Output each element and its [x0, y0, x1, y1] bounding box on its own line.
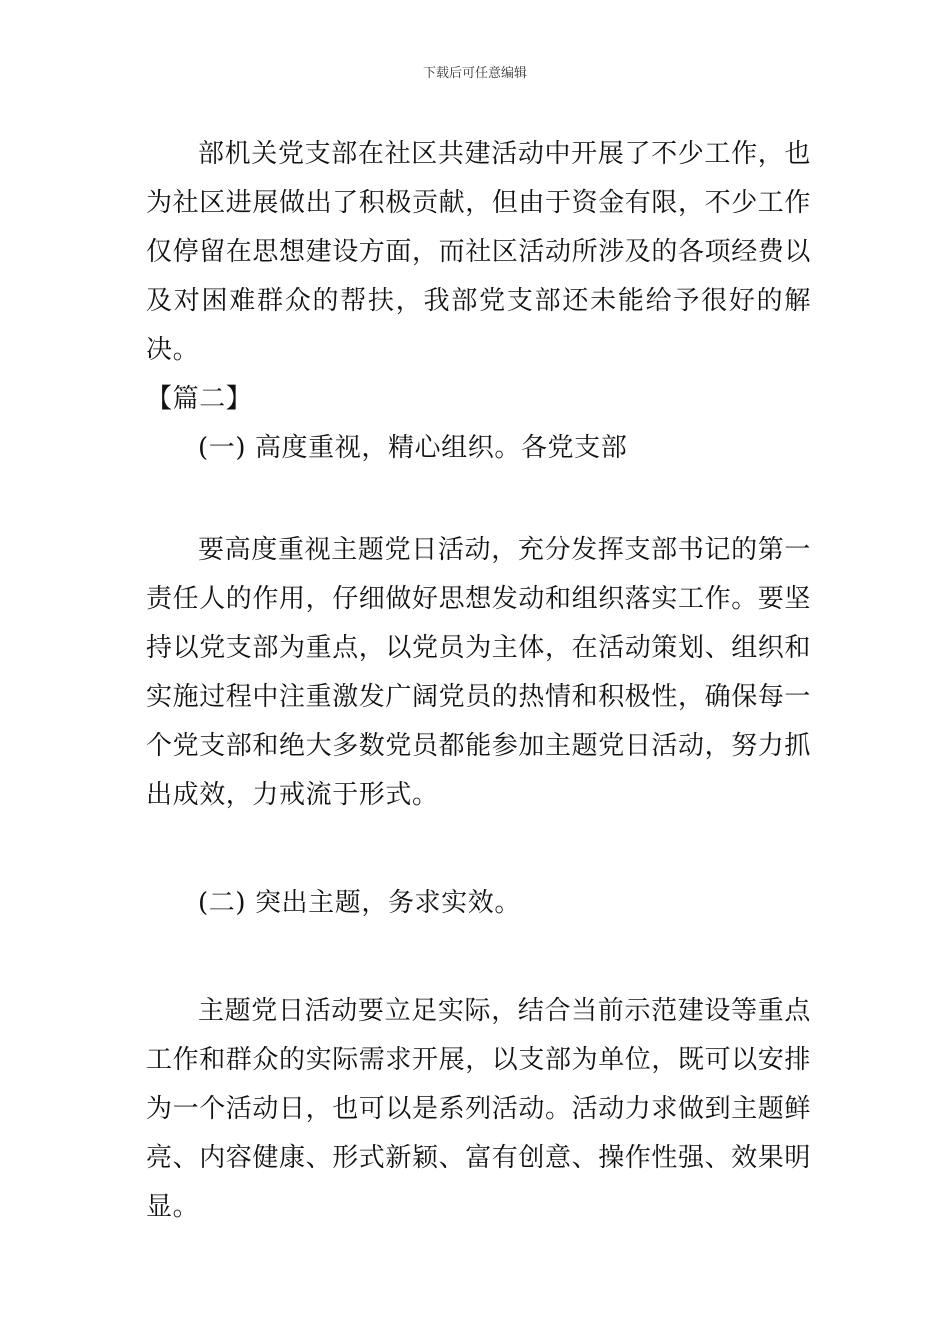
spacer	[146, 820, 811, 879]
heading-2: (二) 突出主题，务求实效。	[198, 888, 521, 918]
spacer	[146, 928, 811, 987]
section-title: 【篇二】	[146, 384, 253, 414]
paragraph-3: 主题党日活动要立足实际，结合当前示范建设等重点工作和群众的实际需求开展，以支部为单位，既可以安排为一个活动日，也可以是系列活动。活动力求做到主题鲜亮、内容健康、形式新颖、富有创意、操作性强、效果明显。	[146, 996, 812, 1222]
page-header: 下载后可任意编辑	[422, 66, 527, 81]
paragraph-1: 部机关党支部在社区共建活动中开展了不少工作，也为社区进展做出了积极贡献，但由于资金有限，不少工作仅停留在思想建设方面，而社区活动所涉及的各项经费以及对困难群众的帮扶，我部党支部还未能给予很好的解决。	[146, 139, 812, 365]
heading-1: (一) 高度重视，精心组织。各党支部	[198, 433, 628, 463]
paragraph-2: 要高度重视主题党日活动，充分发挥支部书记的第一责任人的作用，仔细做好思想发动和组织落实工作。要坚持以党支部为重点，以党员为主体，在活动策划、组织和实施过程中注重激发广阔党员的热情和积极性，确保每一个党支部和绝大多数党员都能参加主题党日活动，努力抓出成效，力戒流于形式。	[146, 535, 812, 810]
document-body	[146, 130, 811, 1232]
spacer	[146, 473, 811, 526]
